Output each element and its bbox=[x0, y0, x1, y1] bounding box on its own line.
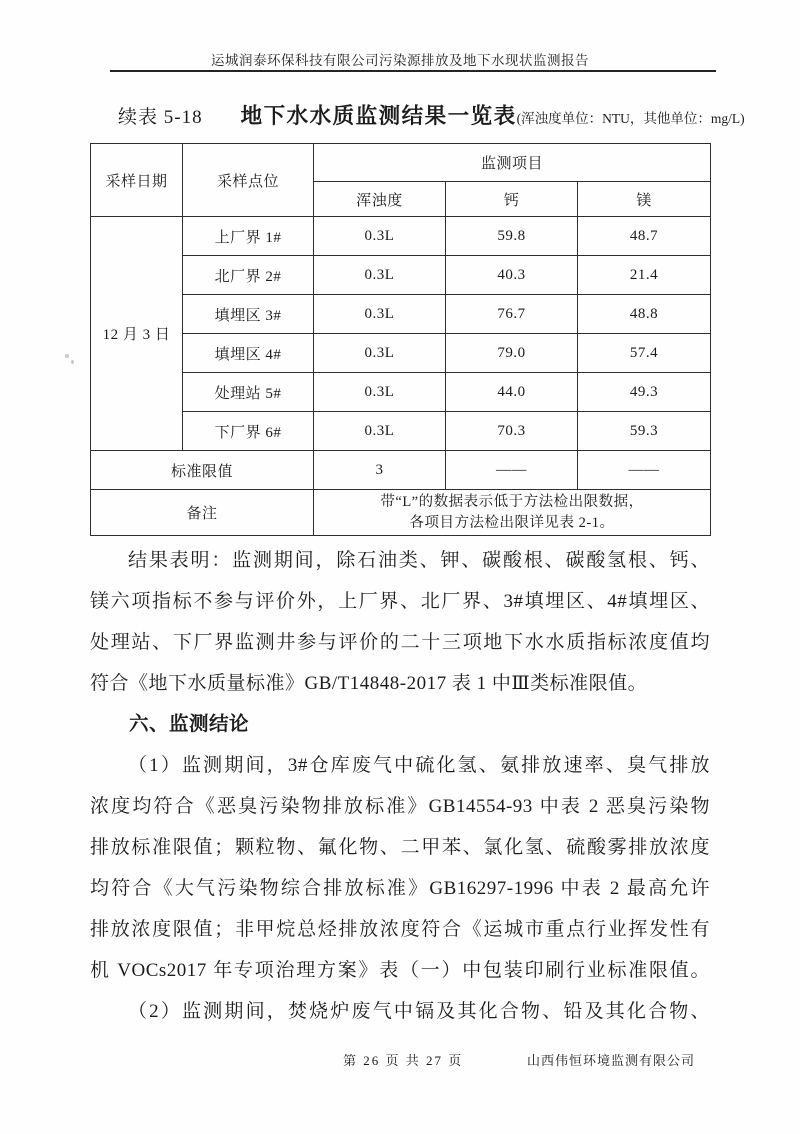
footer-company: 山西伟恒环境监测有限公司 bbox=[527, 1053, 696, 1068]
body-text bbox=[90, 540, 710, 1032]
paragraph-line: 机 VOCs2017 年专项治理方案》表（一）中包装印刷行业标准限值。 bbox=[90, 960, 710, 981]
section-heading: 六、监测结论 bbox=[129, 714, 250, 735]
header-rule bbox=[110, 70, 716, 72]
cell-magnesium: 48.8 bbox=[578, 295, 711, 334]
remark-label: 备注 bbox=[91, 490, 314, 536]
col-header-monitoring-items: 监测项目 bbox=[314, 144, 711, 182]
table-row bbox=[91, 217, 711, 256]
col-header-magnesium: 镁 bbox=[578, 182, 711, 217]
cell-magnesium: 57.4 bbox=[578, 334, 711, 373]
paragraph-line: 排放浓度限值；非甲烷总烃排放浓度符合《运城市重点行业挥发性有 bbox=[90, 919, 710, 940]
cell-calcium: 59.8 bbox=[446, 217, 578, 256]
cell-point: 填埋区 3# bbox=[183, 295, 314, 334]
paragraph-line: 均符合《大气污染物综合排放标准》GB16297-1996 中表 2 最高允许 bbox=[90, 878, 710, 899]
cell-calcium: 79.0 bbox=[446, 334, 578, 373]
limit-magnesium: —— bbox=[578, 451, 711, 490]
cell-point: 上厂界 1# bbox=[183, 217, 314, 256]
paragraph-line: 镁六项指标不参与评价外，上厂界、北厂界、3#填埋区、4#填埋区、 bbox=[90, 591, 710, 612]
remark-content bbox=[314, 490, 711, 536]
cell-calcium: 70.3 bbox=[446, 412, 578, 451]
paragraph-line: 浓度均符合《恶臭污染物排放标准》GB14554-93 中表 2 恶臭污染物 bbox=[90, 796, 710, 817]
limit-row bbox=[91, 451, 711, 490]
limit-turbidity: 3 bbox=[314, 451, 446, 490]
table-row bbox=[91, 412, 711, 451]
table-title bbox=[118, 99, 745, 130]
col-header-sample-date: 采样日期 bbox=[91, 144, 183, 217]
cell-turbidity: 0.3L bbox=[314, 412, 446, 451]
running-header: 运城润泰环保科技有限公司污染源排放及地下水现状监测报告 bbox=[211, 53, 589, 68]
cell-turbidity: 0.3L bbox=[314, 256, 446, 295]
cell-turbidity: 0.3L bbox=[314, 217, 446, 256]
cell-point: 北厂界 2# bbox=[183, 256, 314, 295]
paragraph-line: （1）监测期间，3#仓库废气中硫化氢、氨排放速率、臭气排放 bbox=[128, 755, 710, 776]
monitoring-results-table bbox=[90, 143, 711, 536]
cell-sample-date: 12 月 3 日 bbox=[91, 217, 183, 451]
cell-magnesium: 49.3 bbox=[578, 373, 711, 412]
scan-artifact bbox=[71, 360, 74, 364]
cell-calcium: 44.0 bbox=[446, 373, 578, 412]
table-row bbox=[91, 373, 711, 412]
col-header-sample-point: 采样点位 bbox=[183, 144, 314, 217]
paragraph-line: 结果表明：监测期间，除石油类、钾、碳酸根、碳酸氢根、钙、 bbox=[128, 550, 710, 571]
cell-turbidity: 0.3L bbox=[314, 334, 446, 373]
cell-magnesium: 21.4 bbox=[578, 256, 711, 295]
cell-turbidity: 0.3L bbox=[314, 295, 446, 334]
cell-magnesium: 48.7 bbox=[578, 217, 711, 256]
table-row bbox=[91, 334, 711, 373]
scan-artifact bbox=[65, 354, 69, 358]
cell-calcium: 76.7 bbox=[446, 295, 578, 334]
cell-point: 处理站 5# bbox=[183, 373, 314, 412]
cell-point: 下厂界 6# bbox=[183, 412, 314, 451]
cell-point: 填埋区 4# bbox=[183, 334, 314, 373]
remark-line-1: 带“L”的数据表示低于方法检出限数据， bbox=[380, 493, 644, 510]
table-title-text: 地下水水质监测结果一览表 bbox=[240, 104, 517, 128]
col-header-calcium: 钙 bbox=[446, 182, 578, 217]
table-number: 续表 5-18 bbox=[118, 107, 203, 128]
table-header-row-1 bbox=[91, 144, 711, 182]
paragraph-line: 符合《地下水质量标准》GB/T14848-2017 表 1 中Ⅲ类标准限值。 bbox=[90, 673, 648, 694]
remark-row bbox=[91, 490, 711, 536]
cell-turbidity: 0.3L bbox=[314, 373, 446, 412]
limit-label: 标准限值 bbox=[91, 451, 314, 490]
page-number: 第 26 页 共 27 页 bbox=[343, 1053, 464, 1068]
col-header-turbidity: 浑浊度 bbox=[314, 182, 446, 217]
paragraph-line: （2）监测期间，焚烧炉废气中镉及其化合物、铅及其化合物、 bbox=[128, 1001, 710, 1022]
cell-magnesium: 59.3 bbox=[578, 412, 711, 451]
remark-line-2: 各项目方法检出限详见表 2-1。 bbox=[409, 514, 615, 531]
paragraph-line: 排放标准限值；颗粒物、氟化物、二甲苯、氯化氢、硫酸雾排放浓度 bbox=[90, 837, 710, 858]
table-row bbox=[91, 295, 711, 334]
table-unit-note: (浑浊度单位：NTU，其他单位：mg/L) bbox=[516, 111, 745, 126]
table-row bbox=[91, 256, 711, 295]
limit-calcium: —— bbox=[446, 451, 578, 490]
cell-calcium: 40.3 bbox=[446, 256, 578, 295]
paragraph-line: 处理站、下厂界监测井参与评价的二十三项地下水水质指标浓度值均 bbox=[90, 632, 710, 653]
